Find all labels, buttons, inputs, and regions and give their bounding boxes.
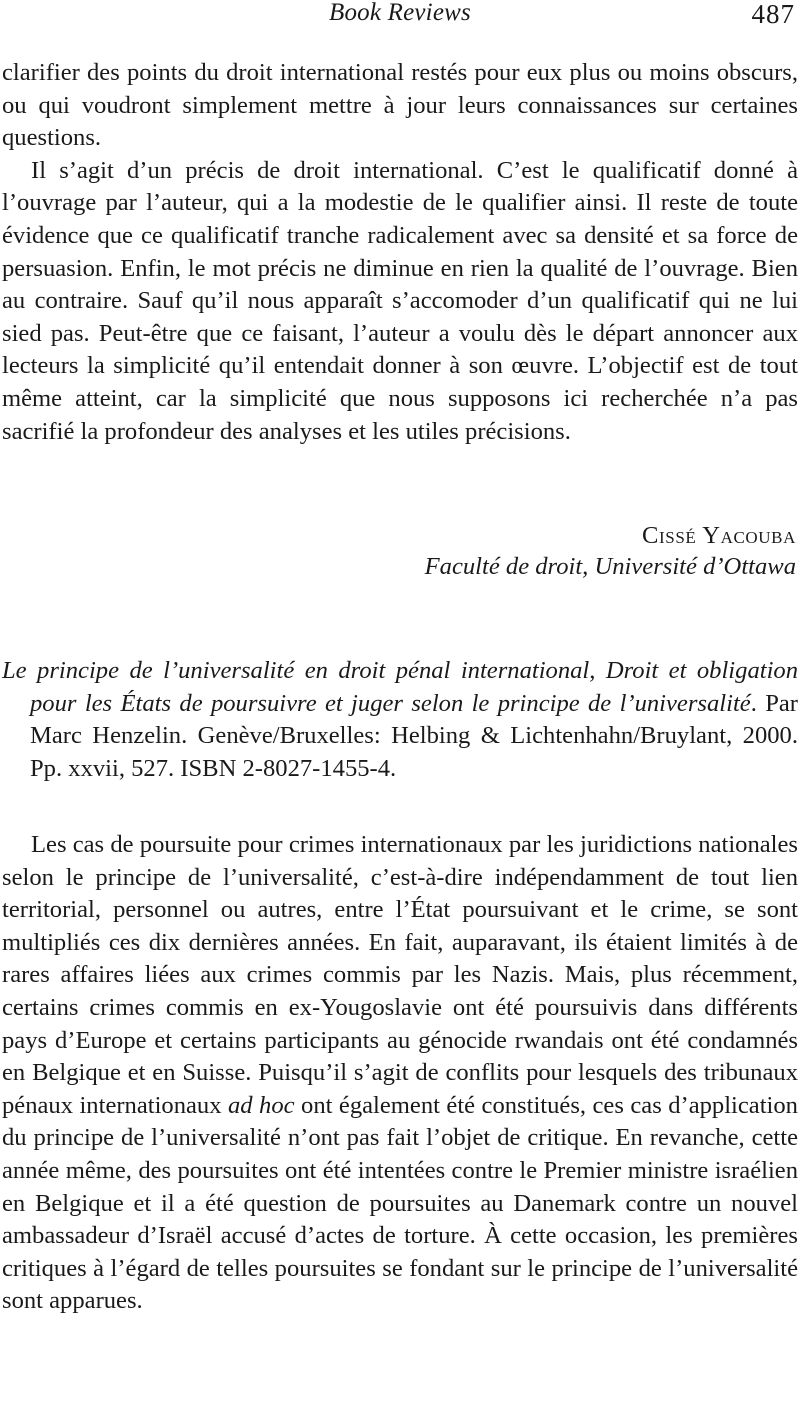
review-1-body — [2, 57, 798, 448]
reviewer-name: Cissé Yacouba — [642, 522, 796, 549]
book-citation — [2, 655, 798, 785]
page-number: 487 — [751, 0, 795, 29]
book-title: Le principe de l’universalité en droit pénal international, Droit et obligation pour les États de poursuivre et juger selon le principe de l’universalité — [2, 657, 798, 717]
review-1-paragraph: Il s’agit d’un précis de droit international. C’est le qualificatif donné à l’ouvrage par l’auteur, qui a la modestie de le qualifier ainsi. Il reste de toute évidence que ce qualificatif tranche radicalement avec sa densité et sa force de persuasion. Enfin, le mot précis ne diminue en rien la qualité de l’ouvrage. Bien au contraire. Sauf qu’il nous apparaît s’accomoder d’un qualificatif qui ne lui sied pas. Peut-être que ce faisant, l’auteur a voulu dès le départ annoncer aux lecteurs la simplicité qu’il entendait donner à son œuvre. L’objectif est de tout même atteint, car la simplicité que nous supposons ici recherchée n’a pas sacrifié la profondeur des analyses et les utiles précisions. — [2, 156, 798, 445]
review-2-text-part-2: ont également été constitués, ces cas d’application du principe de l’universalité n’ont pas fait l’objet de critique. En revanche, cette année même, des poursuites ont été intentées contre le Premier ministre israélien en Belgique et il a été question de poursuites au Danemark contre un nouvel ambassadeur d’Israël accusé d’actes de torture. À cette occasion, les premières critiques à l’égard de telles poursuites se fondant sur le principe de l’universalité sont apparues. — [2, 1091, 798, 1315]
review-2-body — [2, 829, 798, 1318]
running-header — [0, 0, 800, 34]
reviewer-affiliation: Faculté de droit, Université d’Ottawa — [424, 553, 796, 580]
review-2-text-part-1: Les cas de poursuite pour crimes internationaux par les juridictions nationales selon le principe de l’universalité, c’est-à-dire indépendamment de tout lien territorial, personnel ou autres, entre l’État poursuivant et le crime, se sont multipliés ces dix dernières années. En fait, auparavant, ils étaient limités à de rares affaires liées aux crimes commis par les Nazis. Mais, plus récemment, certains crimes commis en ex-Yougoslavie ont été poursuivis dans différents pays d’Europe et certains participants au génocide rwandais ont été condamnés en Belgique et en Suisse. Puisqu’il s’agit de conflits pour lesquels des tribunaux pénaux internationaux — [2, 831, 798, 1119]
review-2-paragraph — [2, 829, 798, 1318]
book-publication-details: . Par Marc Henzelin. Genève/Bruxelles: Helbing & Lichtenhahn/Bruylant, 2000. Pp. xxvii, 527. ISBN 2-8027-1455-4. — [30, 689, 798, 782]
running-title: Book Reviews — [329, 0, 471, 26]
review-2-italic-term: ad hoc — [228, 1091, 295, 1119]
review-1-paragraph-continued: clarifier des points du droit international restés pour eux plus ou moins obscurs, ou qui voudront simplement mettre à jour leurs connaissances sur certaines questions. — [2, 59, 798, 152]
